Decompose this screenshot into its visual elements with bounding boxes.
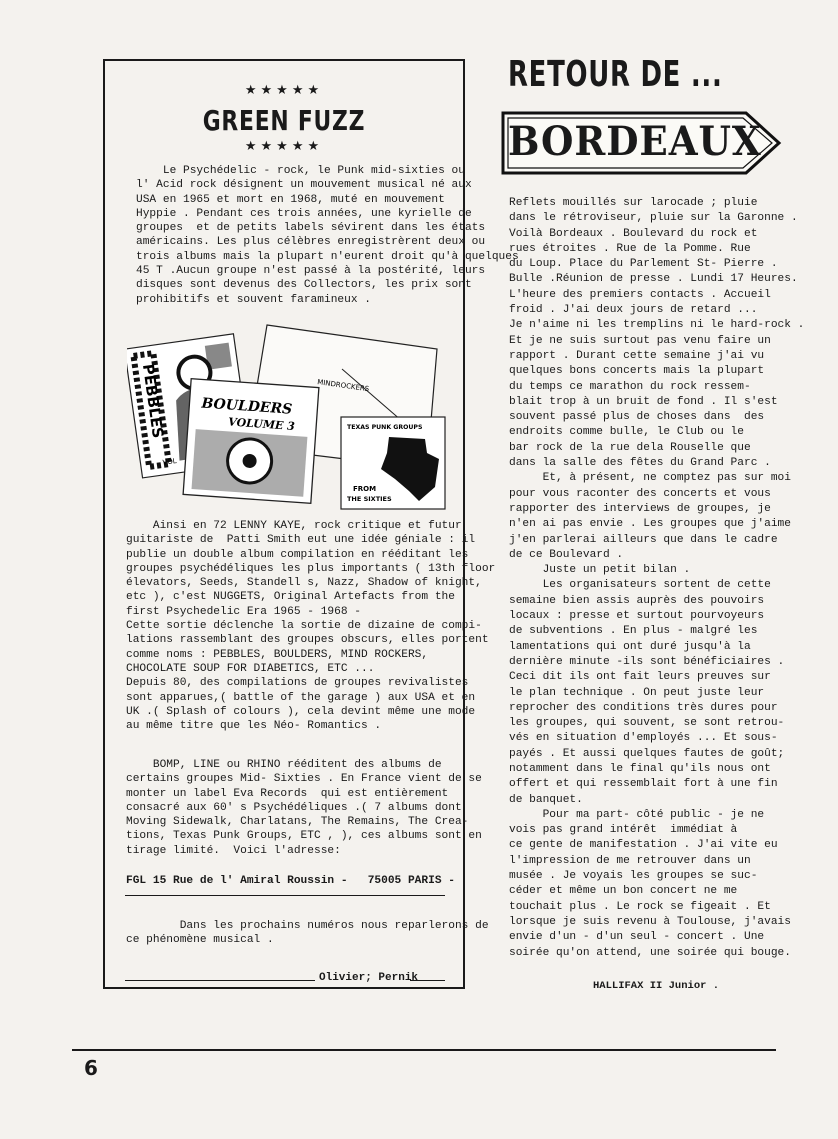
right-article-line: Je n'aime ni les tremplins ni le hard-rock . [509,319,805,332]
para2-line: Cette sortie déclenche la sortie de dizaine de compi- [126,620,482,633]
right-article-line: Voilà Bordeaux . Boulevard du rock et [509,227,758,240]
para2-line: élevators, Seeds, Standell s, Nazz, Shadow of knight, [126,577,482,590]
pebbles-label: PEBBLES [138,362,168,440]
right-article-line: envie d'un - d'un seul - concert . Une [509,931,765,944]
right-article-line: reprocher des conditions très dures pour [509,701,778,714]
signature-left: Olivier; Pernik [319,972,419,984]
para4-line: Dans les prochains numéros nous reparlerons de [126,920,489,932]
para2-line: etc ), c'est NUGGETS, Original Artefacts from the [126,591,455,604]
para2-line: groupes psychédéliques les plus importants ( 13th floor [126,562,496,575]
right-article-line: blait trop à un bruit de fond . Il s'est [509,395,778,408]
signature-right: HALLIFAX II Junior . [593,980,720,992]
right-article-line: rapport . Durant cette semaine j'ai vu [509,349,765,362]
para1-line: prohibitifs et souvent faramineux . [136,293,371,306]
para2-line: first Psychedelic Era 1965 - 1968 - [126,605,361,618]
right-article-line: ce gente de manifestation . J'ai vite eu [509,839,778,852]
para1-line: disques sont devenus des Collectors, les prix sont [136,279,472,292]
sixties-label: THE SIXTIES [347,495,392,503]
para3-line: tions, Texas Punk Groups, ETC , ), ces albums sont en [126,830,482,843]
right-article-line: de ce Boulevard . [509,548,624,561]
para2-line: comme noms : PEBBLES, BOULDERS, MIND ROCKERS, [126,648,429,661]
para2-line: Depuis 80, des compilations de groupes revivalistes [126,677,469,690]
right-article-line: payés . Et aussi quelques fautes de goût; [509,747,785,760]
right-article-line: rues étroites . Rue de la Pomme. Rue [509,242,751,255]
bordeaux-article-text [509,196,804,961]
right-article-line: notamment dans le final qu'ils nous ont [509,762,771,775]
from-label: FROM [353,485,377,493]
para1-line: groupes et de petits labels sévirent dans les états [136,222,486,235]
para1-line: américains. Les plus célèbres enregistrèrent deux ou [136,236,486,249]
right-article-line: de banquet. [509,793,583,806]
right-article-line: Ceci dit ils ont fait leurs preuves sur [509,671,771,684]
para1-line: USA en 1965 et mort en 1968, muté en mouvement [136,193,445,206]
right-article-line: n'en ai pas envie . Les groupes que j'aime [509,518,791,531]
stars-bottom: ★★★★★ [244,139,324,154]
right-article-line: Et, à présent, ne comptez pas sur moi [509,472,791,485]
para3-line: BOMP, LINE ou RHINO rééditent des albums de [126,759,442,771]
para1-line: Hyppie . Pendant ces trois années, une kyrielle de [136,207,472,220]
right-article-line: endroits comme bulle, le Club ou le [509,426,744,439]
bordeaux-label: BORDEAUX [508,118,762,165]
green-fuzz-nuggets [126,519,495,733]
para2-line: publie un double album compilation en rééditant les [126,548,469,561]
right-article-line: le plan technique . On peut juste leur [509,686,765,699]
stars-top: ★★★★★ [244,83,324,98]
green-fuzz-intro [136,164,519,307]
para2-line: lations rassemblant des groupes obscurs, elles portent [126,634,489,647]
green-fuzz-labels [126,758,482,858]
right-article-line: vois pas grand intérêt immédiat à [509,824,738,837]
para3-line: consacré aux 60' s Psychédéliques .( 7 albums dont [126,801,462,814]
right-article-line: dans la salle des fêtes du Grand Parc . [509,457,771,470]
para3-line: monter un label Eva Records qui est entièrement [126,787,449,800]
right-article-line: Reflets mouillés sur larocade ; pluie [509,197,758,209]
right-article-line: soirée qu'on attend, une soirée qui bouge. [509,946,791,959]
para3-line: Moving Sidewalk, Charlatans, The Remains, The Crea- [126,816,469,829]
para2-line: UK .( Splash of colours ), cela devint même une mode [126,705,476,718]
right-article-line: souvent passé plus de choses dans des [509,411,765,424]
address-divider [125,895,445,896]
right-article-line: froid . J'ai deux jours de retard ... [509,304,758,317]
green-fuzz-title: GREEN FUZZ [202,104,366,137]
right-article-line: du Loup. Place du Parlement St- Pierre . [509,258,778,271]
right-article-line: L'heure des premiers contacts . Accueil [509,288,771,301]
right-article-line: j'en parlerai ailleurs que dans le cadre [509,533,778,546]
right-article-line: céder et même un bon concert ne me [509,885,738,898]
texas-label: TEXAS PUNK GROUPS [347,424,423,431]
para2-line: guitariste de Patti Smith eut une idée géniale : il [126,534,476,547]
para1-line: l' Acid rock désignent un mouvement musical né aux [136,179,472,192]
footer-rule [72,1049,776,1051]
right-article-line: l'impression de me retrouver dans un [509,854,751,867]
right-article-line: Les organisateurs sortent de cette [509,579,771,592]
para3-line: certains groupes Mid- Sixties . En France vient de se [126,773,482,786]
right-article-line: vés en situation d'employés ... Et sous- [509,732,778,745]
page-number: 6 [84,1056,98,1080]
para1-line: trois albums mais la plupart n'eurent droit qu'à quelques [136,250,519,263]
fgl-address: FGL 15 Rue de l' Amiral Roussin - 75005 PARIS - [126,875,455,887]
right-article-line: locaux : presse et surtout pourvoyeurs [509,610,765,623]
right-article-line: lorsque je suis revenu à Toulouse, j'avais [509,915,791,928]
signature-line-left [125,980,315,981]
album-covers-collage [127,319,447,515]
right-article-line: Et je ne suis surtout pas venu faire un [509,334,771,347]
green-fuzz-outro [126,919,489,948]
right-article-line: touchait plus . Le rock se figeait . Et [509,900,771,913]
para1-line: Le Psychédelic - rock, le Punk mid-sixties ou [136,165,465,177]
right-article-line: offert et qui ressemblait fort à une fin [509,778,778,791]
para3-line: tirage limité. Voici l'adresse: [126,844,341,857]
para2-line: Ainsi en 72 LENNY KAYE, rock critique et futur [126,520,462,532]
para2-line: sont apparues,( battle of the garage ) aux USA et en [126,691,476,704]
right-article-line: rapporter des interviews de groupes, je [509,502,771,515]
para1-line: 45 T .Aucun groupe n'est passé à la postérité, leurs [136,265,486,278]
right-article-line: pour vous raconter des concerts et vous [509,487,771,500]
para2-line: au même titre que les Néo- Romantics . [126,720,382,733]
right-article-line: dans le rétroviseur, pluie sur la Garonne . [509,212,798,225]
vol-label: VOL [162,457,178,467]
para2-line: CHOCOLATE SOUP FOR DIABETICS, ETC ... [126,662,375,675]
right-article-line: musée . Je voyais les groupes se suc- [509,870,758,883]
right-article-line: bar rock de la rue dela Rouselle que [509,441,751,454]
right-article-line: lamentations qui ont duré jusqu'à la [509,640,751,653]
signature-line-right [410,980,445,981]
right-article-line: du temps ce marathon du rock ressem- [509,380,751,393]
retour-title: RETOUR DE ... [508,54,723,95]
right-article-line: quelques bons concerts mais la plupart [509,365,765,378]
para4-line: ce phénomène musical . [126,934,274,947]
right-article-line: dernière minute -ils sont bénéficiaires . [509,655,785,668]
volume-label: VOLUME 3 [227,415,296,434]
right-article-line: de subventions . En plus - malgré les [509,625,758,638]
right-article-line: Juste un petit bilan . [509,564,691,577]
right-article-line: semaine bien assis auprès des pouvoirs [509,594,765,607]
right-article-line: Bulle .Réunion de presse . Lundi 17 Heures. [509,273,798,286]
right-article-line: les groupes, qui souvent, se sont retrou- [509,717,785,730]
boulders-label: BOULDERS [200,395,293,418]
green-fuzz-article [103,59,519,989]
right-article-line: Pour ma part- côté public - je ne [509,808,765,821]
mindrockers-label: MINDROCKERS [316,378,370,394]
